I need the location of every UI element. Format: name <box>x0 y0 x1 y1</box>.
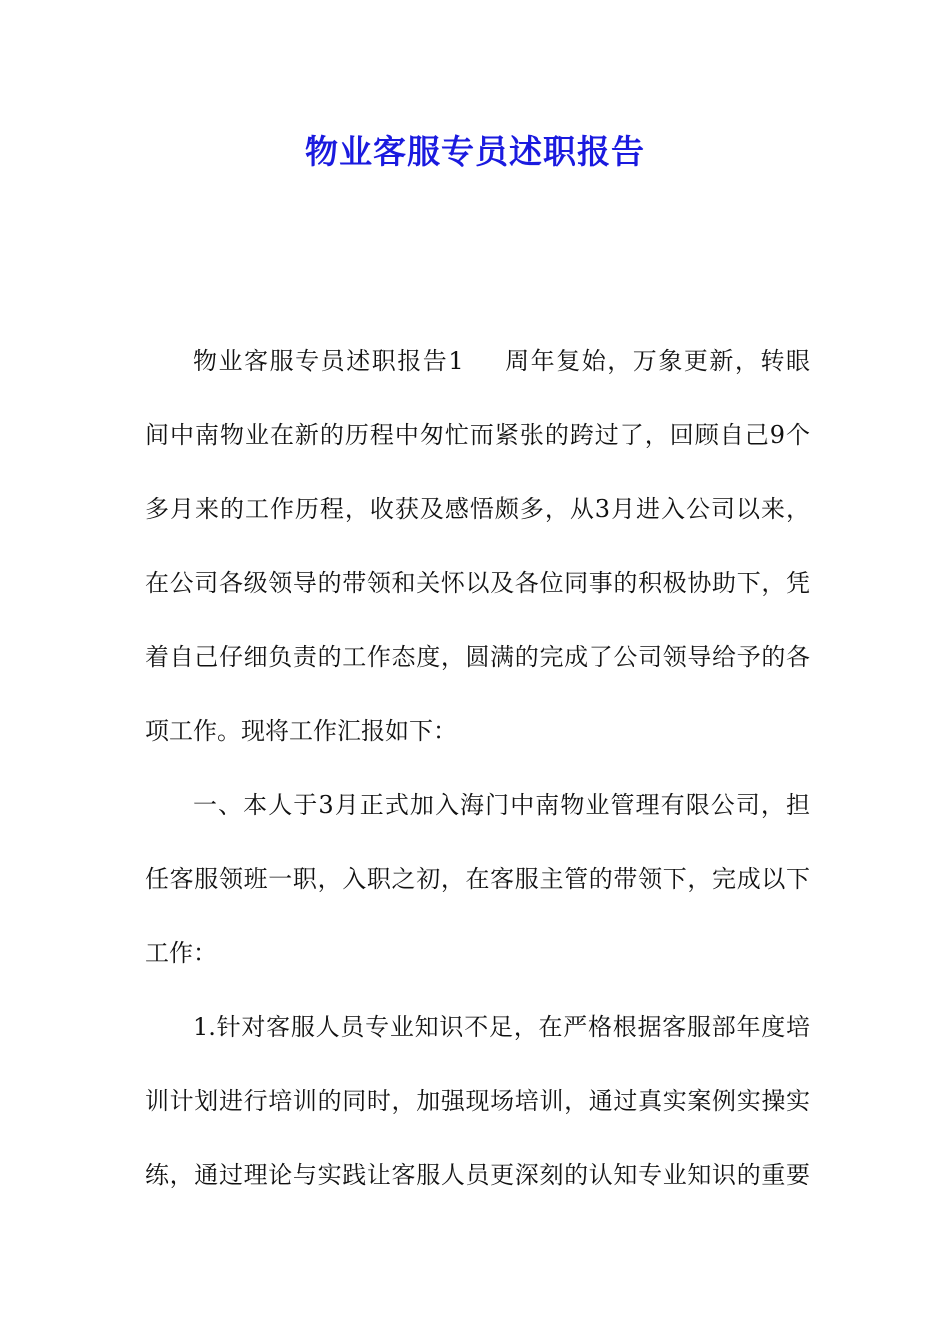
paragraph-line: 项工作。现将工作汇报如下： <box>145 717 457 745</box>
paragraph-line: 间中南物业在新的历程中匆忙而紧张的跨过了，回顾自己9个 <box>145 421 810 449</box>
paragraph-line: 在公司各级领导的带领和关怀以及各位同事的积极协助下，凭 <box>145 569 810 597</box>
paragraph-line <box>145 333 810 407</box>
paragraph-text: 周年复始，万象更新，转眼 <box>503 347 810 375</box>
document-body <box>145 333 810 1221</box>
paragraph-line: 多月来的工作历程，收获及感悟颇多，从3月进入公司以来， <box>145 495 810 523</box>
paragraph-line: 训计划进行培训的同时，加强现场培训，通过真实案例实操实 <box>145 1087 810 1115</box>
paragraph-line: 1.针对客服人员专业知识不足，在严格根据客服部年度培 <box>193 1013 810 1041</box>
report-heading-inline: 物业客服专员述职报告1 <box>193 347 464 375</box>
document-title: 物业客服专员述职报告 <box>305 132 645 171</box>
paragraph-line: 一、本人于3月正式加入海门中南物业管理有限公司，担 <box>193 791 810 819</box>
paragraph-line: 练，通过理论与实践让客服人员更深刻的认知专业知识的重要 <box>145 1161 810 1189</box>
paragraph-line: 着自己仔细负责的工作态度，圆满的完成了公司领导给予的各 <box>145 643 810 671</box>
paragraph-line: 工作： <box>145 939 217 967</box>
paragraph-line: 任客服领班一职，入职之初，在客服主管的带领下，完成以下 <box>145 865 810 893</box>
